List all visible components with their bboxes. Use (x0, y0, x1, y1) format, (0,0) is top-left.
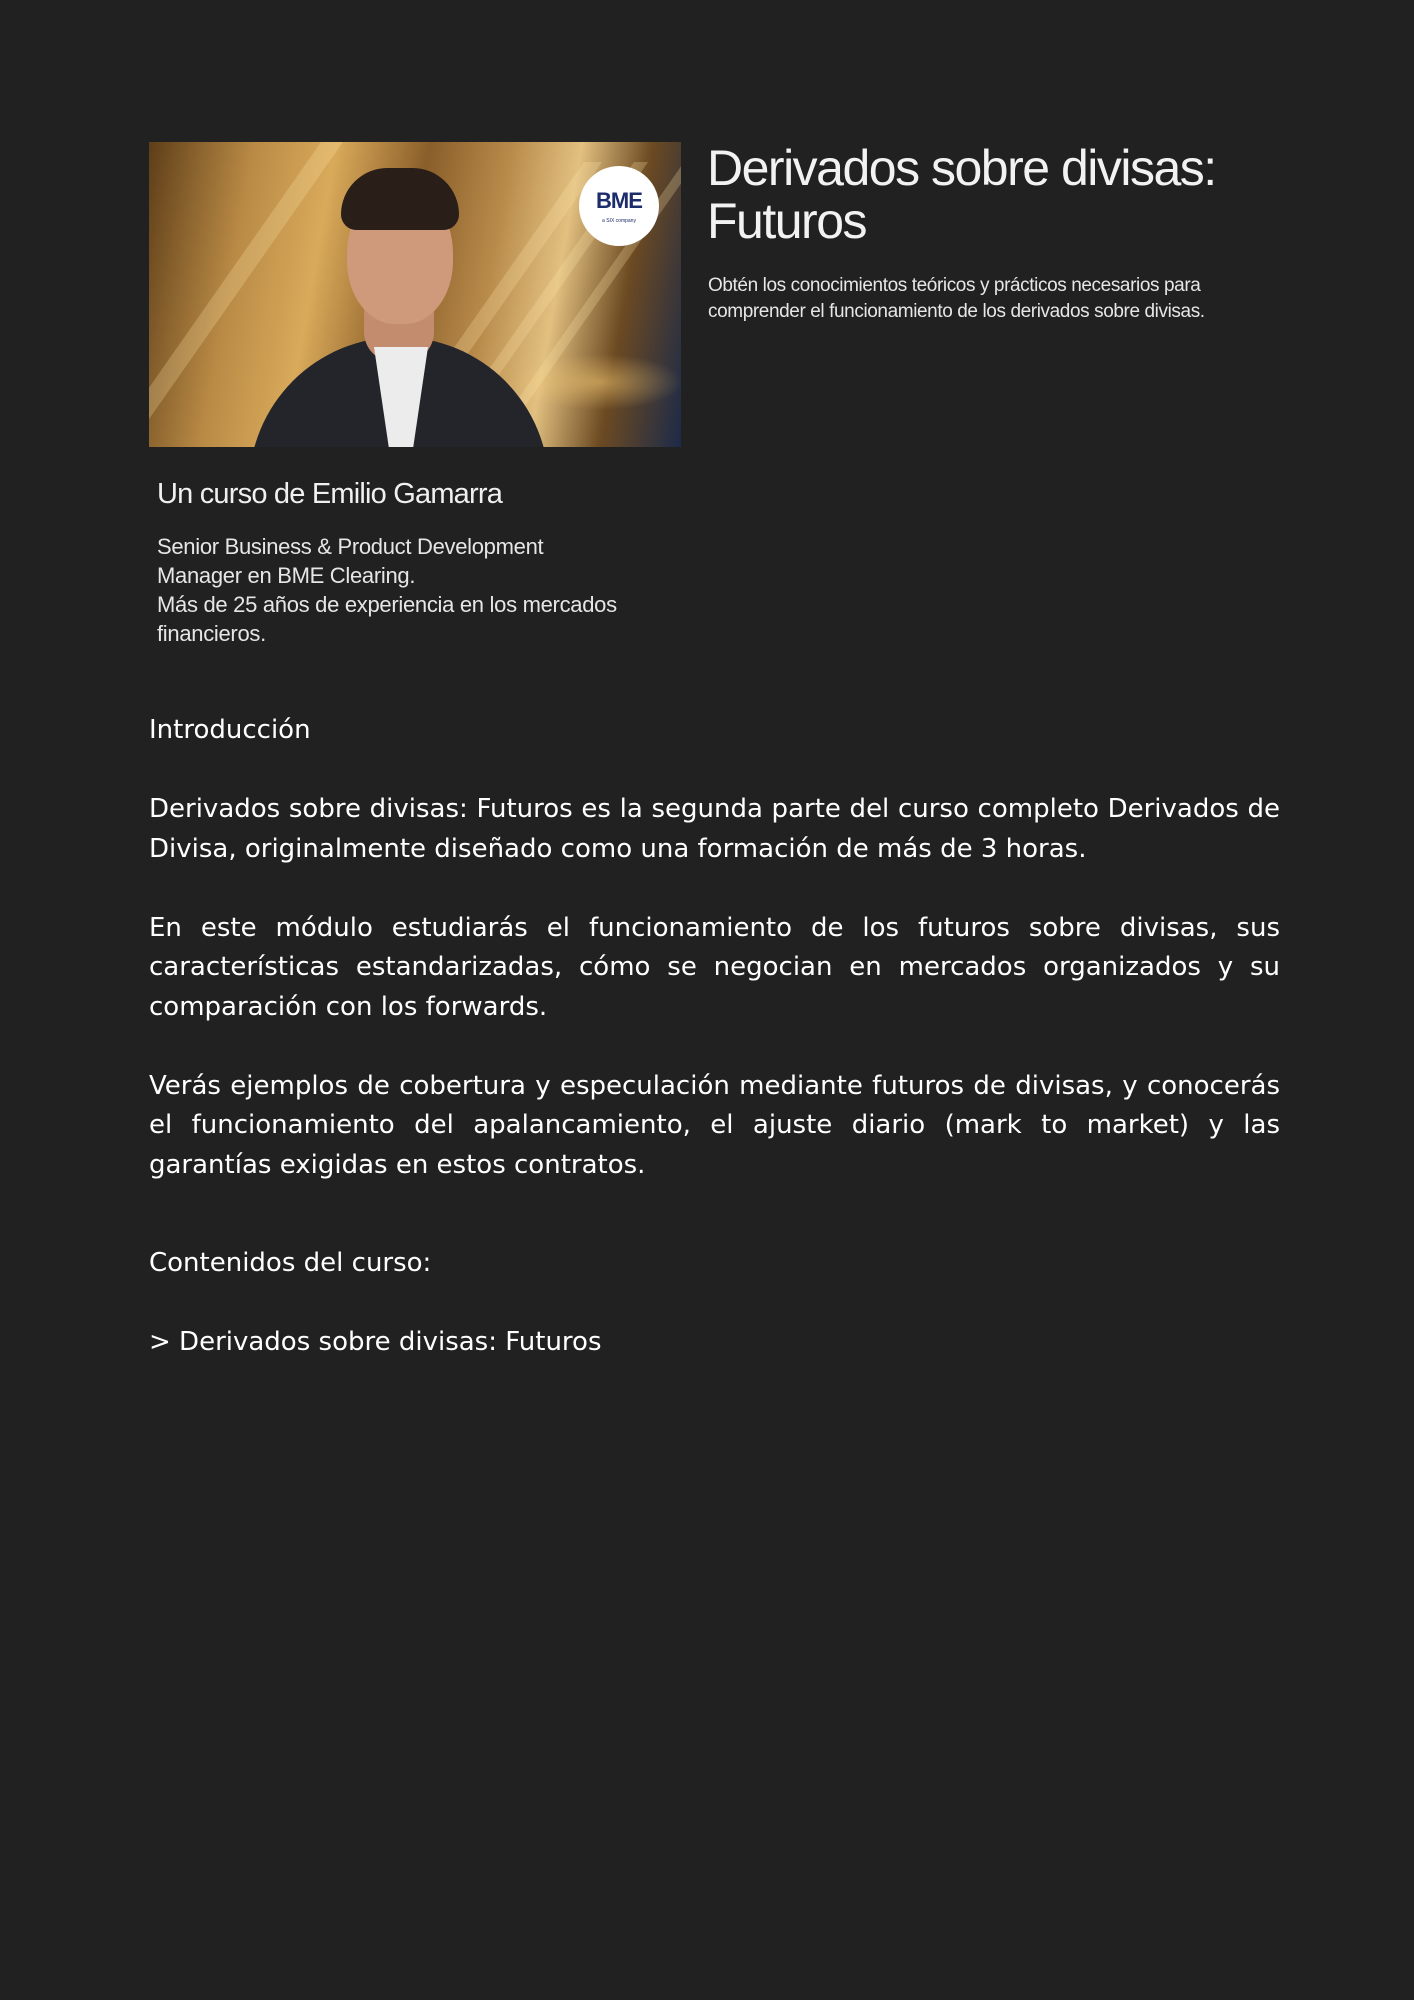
author-bio-line: financieros. (157, 621, 266, 646)
contents-item[interactable]: > Derivados sobre divisas: Futuros (149, 1327, 602, 1357)
course-description (149, 711, 1280, 1363)
intro-paragraph: Derivados sobre divisas: Futuros es la segunda parte del curso completo Derivados de Divisa, originalmente diseñado como una formación de más de 3 horas. (149, 794, 1280, 864)
author-bio-line: Más de 25 años de experiencia en los mercados (157, 592, 617, 617)
bme-logo: BME a SIX company (579, 166, 659, 246)
course-subtitle: Obtén los conocimientos teóricos y prácticos necesarios para comprender el funcionamiento de los derivados sobre divisas. (708, 275, 1205, 322)
instructor-photo (149, 142, 681, 447)
intro-paragraph: En este módulo estudiarás el funcionamiento de los futuros sobre divisas, sus características estandarizadas, cómo se negocian en mercados organizados y su comparación con los forwards. (149, 912, 1280, 1022)
author-bio (157, 532, 697, 648)
intro-paragraph: Verás ejemplos de cobertura y especulación mediante futuros de divisas, y conocerás el funcionamiento del apalancamiento, el ajuste diario (mark to market) y las garantías exigidas en estos contratos. (149, 1070, 1280, 1180)
contents-heading: Contenidos del curso: (149, 1248, 432, 1278)
intro-heading: Introducción (149, 715, 311, 745)
course-header (149, 142, 1280, 652)
author-bio-line: Manager en BME Clearing. (157, 563, 416, 588)
course-title: Derivados sobre divisas: Futuros (707, 140, 1216, 249)
author-bio-line: Senior Business & Product Development (157, 534, 544, 559)
author-heading: Un curso de Emilio Gamarra (157, 478, 503, 510)
